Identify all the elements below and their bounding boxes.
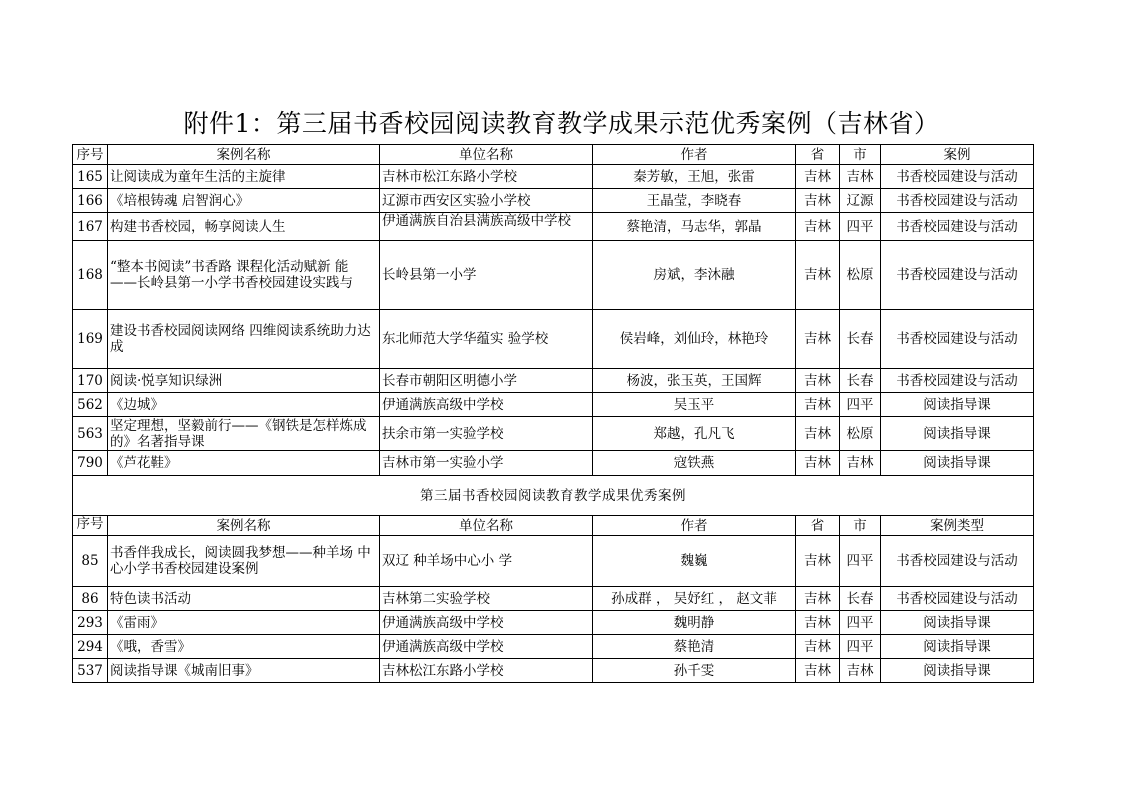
table-row (73, 189, 1034, 213)
cell-type: 阅读指导课 (881, 659, 1034, 683)
table-row (73, 393, 1034, 417)
cell-unit: 吉林市第一实验小学 (380, 451, 593, 476)
cell-type: 阅读指导课 (881, 417, 1034, 451)
cell-seq: 294 (73, 635, 108, 659)
cell-seq: 562 (73, 393, 108, 417)
cell-author: 魏巍 (593, 536, 796, 587)
cell-author: 王晶莹，李晓春 (593, 189, 796, 213)
cell-unit: 东北师范大学华蕴实 验学校 (380, 310, 593, 369)
cell-province: 吉林 (796, 213, 840, 241)
cell-author: 蔡艳清，马志华，郭晶 (593, 213, 796, 241)
cell-seq: 790 (73, 451, 108, 476)
cell-city: 吉林 (840, 451, 881, 476)
cell-unit: 伊通满族自治县满族高级中学校 (380, 213, 593, 241)
cell-city: 四平 (840, 213, 881, 241)
cell-type: 阅读指导课 (881, 635, 1034, 659)
header-type: 案例 (881, 145, 1034, 165)
cell-name: 书香伴我成长，阅读圆我梦想——种羊场 中心小学书香校园建设案例 (108, 536, 380, 587)
document-title: 附件1：第三届书香校园阅读教育教学成果示范优秀案例（吉林省） (183, 109, 940, 138)
cell-unit: 双辽 种羊场中心小 学 (380, 536, 593, 587)
table-row (73, 213, 1034, 241)
header2-seq: 序号 (73, 516, 108, 536)
cell-province: 吉林 (796, 587, 840, 611)
cell-type: 书香校园建设与活动 (881, 189, 1034, 213)
table-row (73, 310, 1034, 369)
table2-title-row (73, 476, 1034, 516)
cell-author: 郑越，孔凡飞 (593, 417, 796, 451)
cell-province: 吉林 (796, 635, 840, 659)
table-row (73, 451, 1034, 476)
cell-type: 阅读指导课 (881, 611, 1034, 635)
header-unit: 单位名称 (380, 145, 593, 165)
cell-type: 书香校园建设与活动 (881, 165, 1034, 189)
table-row (73, 611, 1034, 635)
header2-author: 作者 (593, 516, 796, 536)
cell-author: 孙千雯 (593, 659, 796, 683)
cell-city: 四平 (840, 611, 881, 635)
cell-type: 书香校园建设与活动 (881, 369, 1034, 393)
cell-type: 书香校园建设与活动 (881, 241, 1034, 310)
table-row (73, 659, 1034, 683)
cell-city: 辽源 (840, 189, 881, 213)
cell-seq: 168 (73, 241, 108, 310)
cell-name: 构建书香校园，畅享阅读人生 (108, 213, 380, 241)
cell-name: 《芦花鞋》 (108, 451, 380, 476)
cases-table-body (73, 145, 1034, 683)
cell-seq: 293 (73, 611, 108, 635)
table-row (73, 369, 1034, 393)
cell-province: 吉林 (796, 536, 840, 587)
cell-seq: 170 (73, 369, 108, 393)
table-row (73, 417, 1034, 451)
cell-author: 侯岩峰，刘仙玲，林艳玲 (593, 310, 796, 369)
cell-type: 书香校园建设与活动 (881, 587, 1034, 611)
cell-name: 坚定理想，坚毅前行——《钢铁是怎样炼成的》名著指导课 (108, 417, 380, 451)
table1-header-row (73, 145, 1034, 165)
cell-seq: 165 (73, 165, 108, 189)
header2-province: 省 (796, 516, 840, 536)
table-row (73, 165, 1034, 189)
cell-city: 长春 (840, 369, 881, 393)
cell-city: 吉林 (840, 165, 881, 189)
cell-type: 阅读指导课 (881, 393, 1034, 417)
cell-name: 阅读指导课《城南旧事》 (108, 659, 380, 683)
cell-province: 吉林 (796, 451, 840, 476)
cell-type: 书香校园建设与活动 (881, 310, 1034, 369)
cell-name: 《边城》 (108, 393, 380, 417)
cell-unit: 辽源市西安区实验小学校 (380, 189, 593, 213)
cell-unit: 扶余市第一实验学校 (380, 417, 593, 451)
cell-name: 阅读·悦享知识绿洲 (108, 369, 380, 393)
cell-province: 吉林 (796, 241, 840, 310)
cell-name: 《雷雨》 (108, 611, 380, 635)
cell-unit: 伊通满族高级中学校 (380, 635, 593, 659)
cell-unit: 吉林第二实验学校 (380, 587, 593, 611)
cell-seq: 537 (73, 659, 108, 683)
cell-city: 四平 (840, 536, 881, 587)
cell-province: 吉林 (796, 165, 840, 189)
cell-unit: 长岭县第一小学 (380, 241, 593, 310)
cell-author: 房斌，李沐融 (593, 241, 796, 310)
cases-table (72, 144, 1034, 683)
table-row (73, 536, 1034, 587)
cell-city: 松原 (840, 241, 881, 310)
cell-unit: 吉林市松江东路小学校 (380, 165, 593, 189)
table-row (73, 241, 1034, 310)
cell-seq: 563 (73, 417, 108, 451)
cell-type: 阅读指导课 (881, 451, 1034, 476)
cell-seq: 86 (73, 587, 108, 611)
cell-city: 吉林 (840, 659, 881, 683)
table2-header-row (73, 516, 1034, 536)
cell-name: “整本书阅读”书香路 课程化活动赋新 能 ——长岭县第一小学书香校园建设实践与 (108, 241, 380, 310)
cell-seq: 169 (73, 310, 108, 369)
table2-title: 第三届书香校园阅读教育教学成果优秀案例 (73, 476, 1034, 516)
header-province: 省 (796, 145, 840, 165)
header2-city: 市 (840, 516, 881, 536)
cell-province: 吉林 (796, 611, 840, 635)
cell-province: 吉林 (796, 369, 840, 393)
cell-city: 四平 (840, 635, 881, 659)
cell-type: 书香校园建设与活动 (881, 213, 1034, 241)
cell-province: 吉林 (796, 189, 840, 213)
cell-seq: 166 (73, 189, 108, 213)
cell-city: 四平 (840, 393, 881, 417)
cell-unit: 长春市朝阳区明德小学 (380, 369, 593, 393)
cell-unit: 伊通满族高级中学校 (380, 393, 593, 417)
cell-author: 吴玉平 (593, 393, 796, 417)
cell-province: 吉林 (796, 417, 840, 451)
header2-name: 案例名称 (108, 516, 380, 536)
cell-type: 书香校园建设与活动 (881, 536, 1034, 587)
cell-author: 秦芳敏，王旭，张雷 (593, 165, 796, 189)
cell-name: 特色读书活动 (108, 587, 380, 611)
cell-unit: 吉林松江东路小学校 (380, 659, 593, 683)
cell-author: 孙成群 ， 吴妤红 ， 赵文菲 (593, 587, 796, 611)
cell-author: 寇铁燕 (593, 451, 796, 476)
cell-unit: 伊通满族高级中学校 (380, 611, 593, 635)
cell-city: 松原 (840, 417, 881, 451)
cell-author: 魏明静 (593, 611, 796, 635)
header2-type: 案例类型 (881, 516, 1034, 536)
cell-province: 吉林 (796, 310, 840, 369)
header-name: 案例名称 (108, 145, 380, 165)
cell-seq: 85 (73, 536, 108, 587)
header2-unit: 单位名称 (380, 516, 593, 536)
cell-author: 蔡艳清 (593, 635, 796, 659)
cell-author: 杨波，张玉英，王国辉 (593, 369, 796, 393)
cell-seq: 167 (73, 213, 108, 241)
cell-name: 让阅读成为童年生活的主旋律 (108, 165, 380, 189)
header-seq: 序号 (73, 145, 108, 165)
cell-name: 建设书香校园阅读网络 四维阅读系统助力达成 (108, 310, 380, 369)
cell-province: 吉林 (796, 659, 840, 683)
cell-name: 《哦，香雪》 (108, 635, 380, 659)
cell-province: 吉林 (796, 393, 840, 417)
cell-name: 《培根铸魂 启智润心》 (108, 189, 380, 213)
table-row (73, 635, 1034, 659)
cell-city: 长春 (840, 310, 881, 369)
cell-city: 长春 (840, 587, 881, 611)
header-city: 市 (840, 145, 881, 165)
header-author: 作者 (593, 145, 796, 165)
table-row (73, 587, 1034, 611)
